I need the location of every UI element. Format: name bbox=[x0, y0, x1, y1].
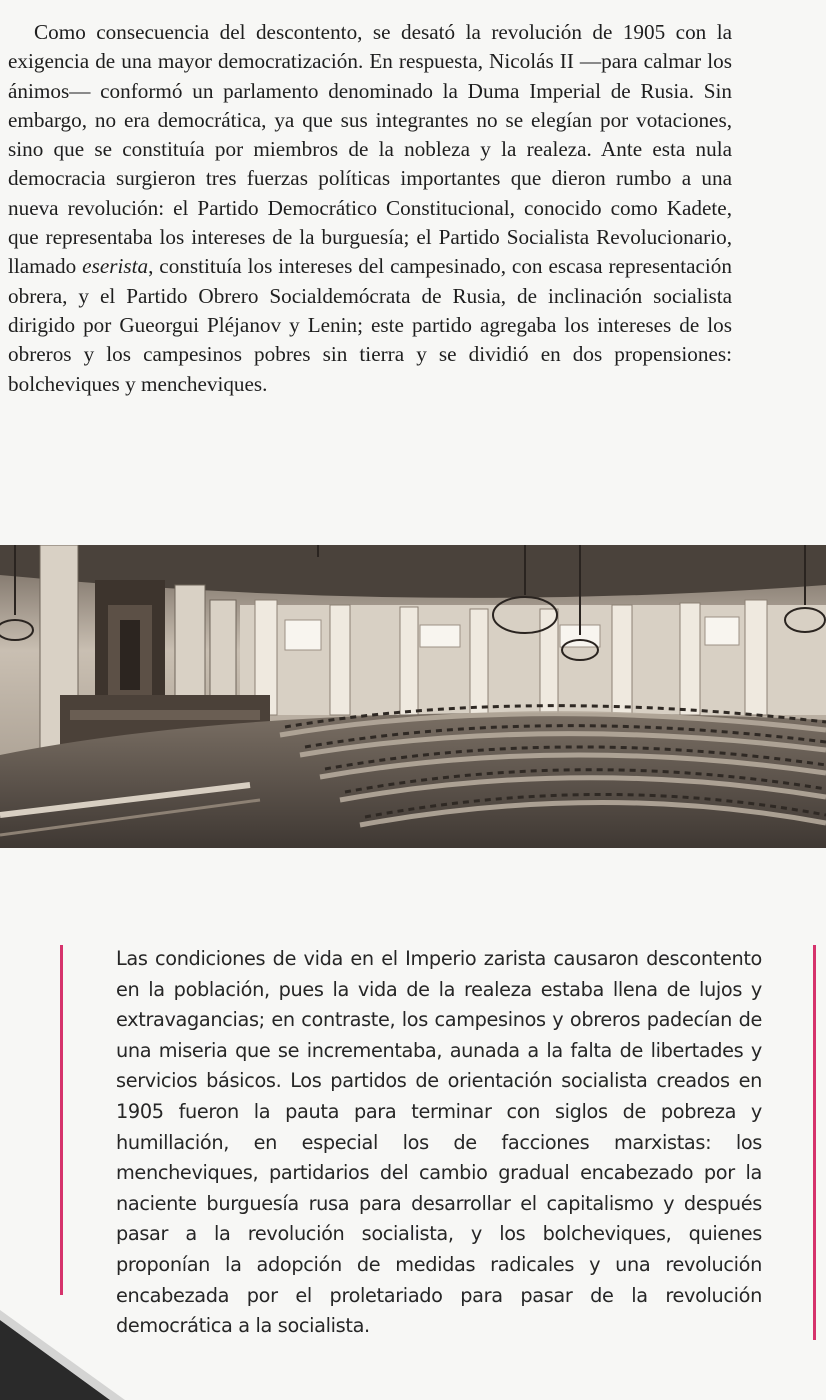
sidebar-left-rule bbox=[60, 945, 63, 1295]
main-paragraph bbox=[8, 18, 732, 399]
main-paragraph-italic: eserista bbox=[82, 254, 149, 279]
sidebar-right-rule bbox=[813, 945, 816, 1340]
main-paragraph-part2: , constituía los intereses del campesinado, con escasa representación obrera, y el Partido Obrero Socialdemócrata de Rusia, de inclinación socialista dirigido por Gueorgui Pléjanov y Lenin; este partido agregaba los intereses de los obreros y los campesinos pobres sin tierra y se dividió en dos propensiones: bolcheviques y mencheviques. bbox=[8, 254, 732, 396]
main-paragraph-part1: Como consecuencia del descontento, se desató la revolución de 1905 con la exigencia de una mayor democratización. En respuesta, Nicolás II —para calmar los ánimos— conformó un parlamento denominado la Duma Imperial de Rusia. Sin embargo, no era democrática, ya que sus integrantes no se elegían por votaciones, sino que se constituía por miembros de la nobleza y la realeza. Ante esta nula democracia surgieron tres fuerzas políticas importantes que dieron rumbo a una nueva revolución: el Partido Democrático Constitucional, conocido como Kadete, que representaba los intereses de la burguesía; el Partido Socialista Revolucionario, llamado bbox=[8, 20, 732, 279]
duma-hall-illustration bbox=[0, 545, 826, 848]
duma-hall-photo bbox=[0, 545, 826, 848]
page-curl-shadow bbox=[0, 1290, 200, 1400]
sidebar-paragraph: Las condiciones de vida en el Imperio zarista causaron descontento en la población, pues la vida de la realeza estaba llena de lujos y extravagancias; en contraste, los campesinos y obreros padecían de una miseria que se incrementaba, aunada a la falta de libertades y servicios básicos. Los partidos de orientación socialista creados en 1905 fueron la pauta para terminar con siglos de pobreza y humillación, en especial los de facciones marxistas: los mencheviques, partidarios del cambio gradual encabezado por la naciente burguesía rusa para desarrollar el capitalismo y después pasar a la revolución socialista, y los bolcheviques, quienes proponían la adopción de medidas radicales y una revolución encabezada por el proletariado para pasar de la revolución democrática a la socialista. bbox=[116, 947, 762, 1338]
